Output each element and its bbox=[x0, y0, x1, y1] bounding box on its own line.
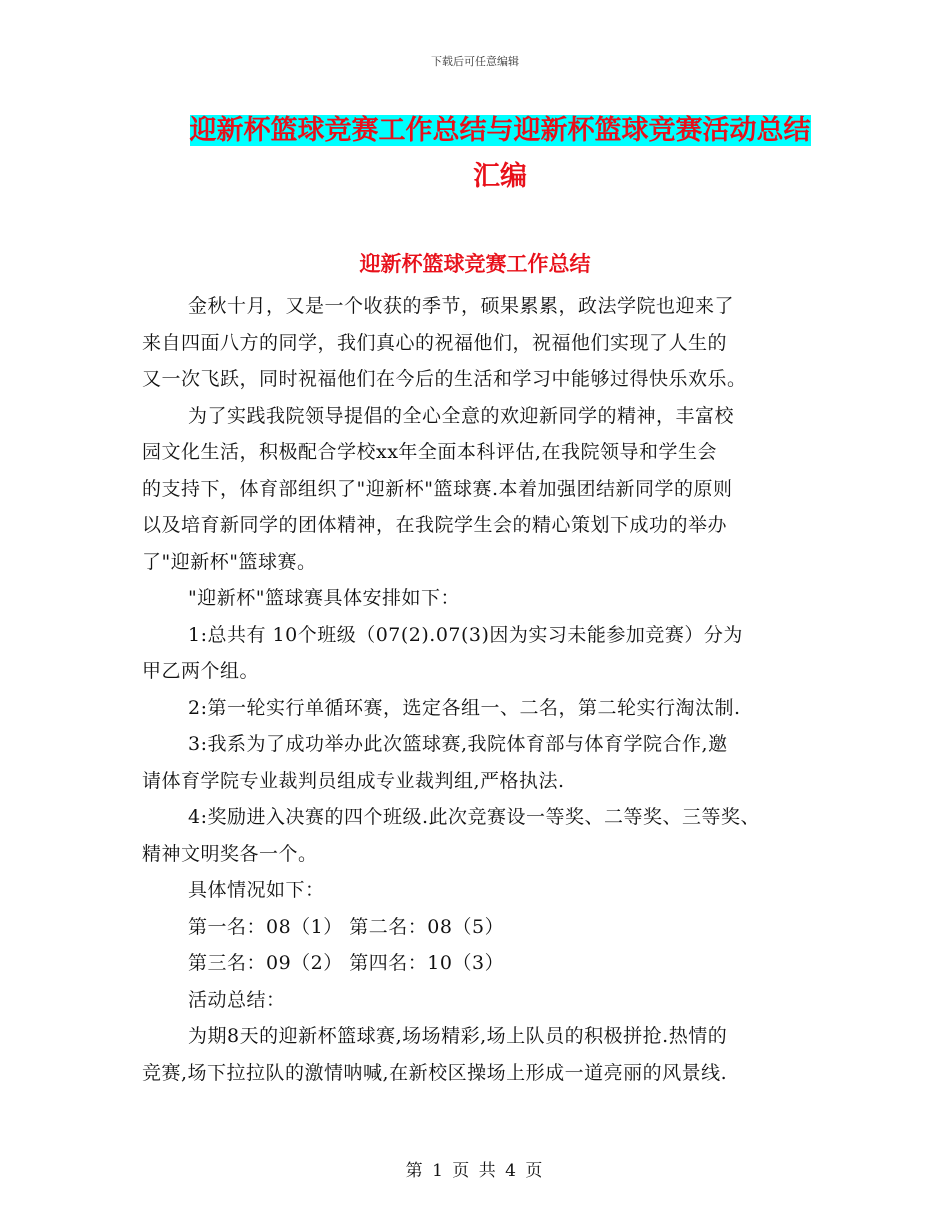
paragraph-line: 具体情况如下： bbox=[188, 879, 325, 901]
paragraph-line: 精神文明奖各一个。 bbox=[142, 842, 318, 865]
paragraph-line: 3:我系为了成功举办此次篮球赛,我院体育部与体育学院合作,邀 bbox=[188, 733, 728, 755]
document-title bbox=[140, 108, 860, 200]
title-line-2: 汇编 bbox=[473, 161, 527, 192]
paragraph-line: 1:总共有 10个班级（07(2).07(3)因为实习未能参加竞赛）分为 bbox=[188, 623, 743, 646]
paragraph-line: 的支持下，体育部组织了"迎新杯"篮球赛.本着加强团结新同学的原则 bbox=[142, 477, 733, 500]
body-text bbox=[142, 288, 822, 1091]
paragraph-line: 第三名：09（2） 第四名：10（3） bbox=[188, 952, 505, 974]
paragraph-line: 竞赛,场下拉拉队的激情呐喊,在新校区操场上形成一道亮丽的风景线. bbox=[142, 1061, 728, 1084]
paragraph-line: 为了实践我院领导提倡的全心全意的欢迎新同学的精神，丰富校 bbox=[188, 404, 735, 427]
paragraph-line: 甲乙两个组。 bbox=[142, 660, 260, 682]
paragraph-line: 为期8天的迎新杯篮球赛,场场精彩,场上队员的积极拼抢.热情的 bbox=[188, 1025, 728, 1047]
paragraph-line: 4:奖励进入决赛的四个班级.此次竞赛设一等奖、二等奖、三等奖、 bbox=[188, 806, 761, 828]
paragraph-line: 2:第一轮实行单循环赛，选定各组一、二名，第二轮实行淘汰制. bbox=[188, 696, 741, 719]
paragraph-line: 园文化生活，积极配合学校xx年全面本科评估,在我院领导和学生会 bbox=[142, 441, 717, 463]
paragraph-line: 了"迎新杯"篮球赛。 bbox=[142, 550, 317, 573]
paragraph-line: 第一名：08（1） 第二名：08（5） bbox=[188, 915, 505, 938]
paragraph-line: 活动总结： bbox=[188, 988, 286, 1011]
section-title: 迎新杯篮球竞赛工作总结 bbox=[359, 251, 591, 276]
paragraph-line: "迎新杯"篮球赛具体安排如下： bbox=[188, 587, 460, 609]
paragraph-line: 金秋十月，又是一个收获的季节，硕果累累，政法学院也迎来了 bbox=[188, 295, 735, 317]
paragraph-line: 以及培育新同学的团体精神，在我院学生会的精心策划下成功的举办 bbox=[142, 514, 728, 536]
paragraph-line: 来自四面八方的同学，我们真心的祝福他们，祝福他们实现了人生的 bbox=[142, 331, 728, 354]
header-note: 下载后可任意编辑 bbox=[431, 55, 519, 68]
paragraph-line: 又一次飞跃，同时祝福他们在今后的生活和学习中能够过得快乐欢乐。 bbox=[142, 368, 747, 390]
paragraph-line: 请体育学院专业裁判员组成专业裁判组,严格执法. bbox=[142, 769, 565, 792]
page-number-footer: 第 1 页 共 4 页 bbox=[405, 1161, 545, 1181]
title-line-1: 迎新杯篮球竞赛工作总结与迎新杯篮球竞赛活动总结 bbox=[189, 115, 811, 146]
